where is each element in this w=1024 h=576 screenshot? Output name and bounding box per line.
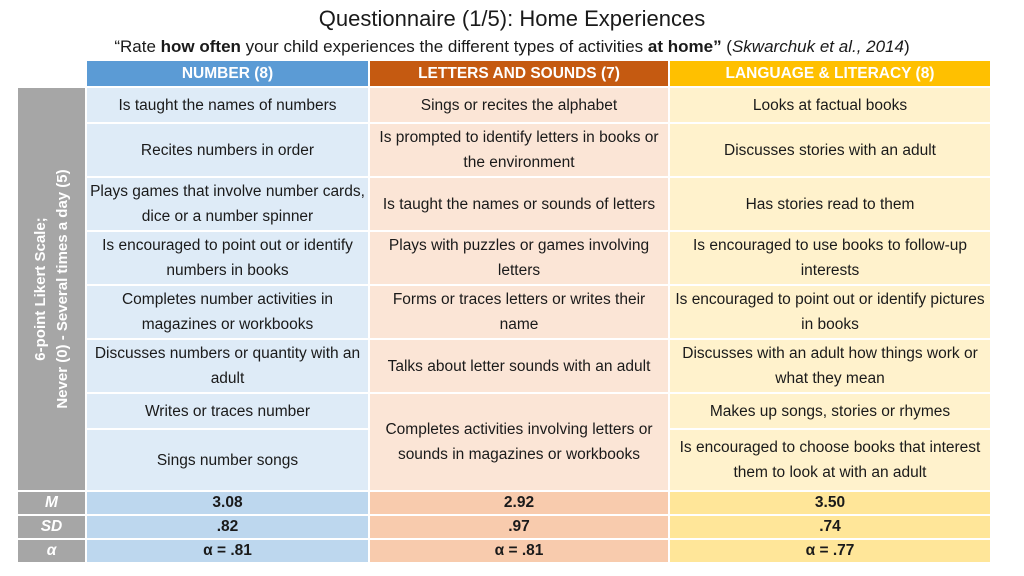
language-mean: 3.50 (669, 491, 991, 515)
language-item: Discusses stories with an adult (669, 123, 991, 177)
stat-row-sd (17, 515, 991, 539)
scale-label-line2: Never (0) - Several times a day (5) (53, 169, 71, 409)
questionnaire-table (16, 59, 992, 564)
number-item: Discusses numbers or quantity with an adult (86, 339, 369, 393)
mean-label: M (17, 491, 86, 515)
language-item: Has stories read to them (669, 177, 991, 231)
number-mean: 3.08 (86, 491, 369, 515)
table-row (17, 177, 991, 231)
letters-sd: .97 (369, 515, 669, 539)
header-letters: LETTERS AND SOUNDS (7) (369, 60, 669, 87)
alpha-label: α (17, 539, 86, 563)
header-number: NUMBER (8) (86, 60, 369, 87)
header-language: LANGUAGE & LITERACY (8) (669, 60, 991, 87)
table-row (17, 87, 991, 123)
scale-label (30, 169, 74, 408)
number-item: Recites numbers in order (86, 123, 369, 177)
subtitle-bold-often: how often (160, 37, 241, 56)
language-item: Is encouraged to point out or identify pictures in books (669, 285, 991, 339)
letters-item: Completes activities involving letters or sounds in magazines or workbooks (369, 393, 669, 491)
sd-label: SD (17, 515, 86, 539)
language-alpha: α = .77 (669, 539, 991, 563)
language-item: Discusses with an adult how things work or what they mean (669, 339, 991, 393)
language-sd: .74 (669, 515, 991, 539)
corner-cell (17, 60, 86, 87)
letters-item: Is prompted to identify letters in books or the environment (369, 123, 669, 177)
letters-item: Sings or recites the alphabet (369, 87, 669, 123)
subtitle-paren-close: ) (903, 37, 910, 56)
number-item: Sings number songs (86, 429, 369, 491)
number-item: Is encouraged to point out or identify numbers in books (86, 231, 369, 285)
language-item: Is encouraged to use books to follow-up interests (669, 231, 991, 285)
subtitle-mid: your child experiences the different types of activities (240, 37, 648, 56)
number-alpha: α = .81 (86, 539, 369, 563)
page-title: Questionnaire (1/5): Home Experiences (318, 6, 706, 31)
table-row (17, 231, 991, 285)
table-row (17, 393, 991, 429)
letters-alpha: α = .81 (369, 539, 669, 563)
number-item: Is taught the names of numbers (86, 87, 369, 123)
language-item: Makes up songs, stories or rhymes (669, 393, 991, 429)
stat-row-mean (17, 491, 991, 515)
table-row (17, 339, 991, 393)
subtitle-paren-open: ( (721, 37, 732, 56)
number-item: Completes number activities in magazines or workbooks (86, 285, 369, 339)
letters-item: Talks about letter sounds with an adult (369, 339, 669, 393)
subtitle-bold-home: at home” (647, 37, 722, 56)
subtitle-citation: Skwarchuk et al., 2014 (731, 37, 904, 56)
table-row (17, 123, 991, 177)
header-row (17, 60, 991, 87)
letters-item: Plays with puzzles or games involving letters (369, 231, 669, 285)
scale-label-cell (17, 87, 86, 491)
subtitle-open: “Rate (114, 37, 161, 56)
letters-item: Is taught the names or sounds of letters (369, 177, 669, 231)
number-sd: .82 (86, 515, 369, 539)
number-item: Writes or traces number (86, 393, 369, 429)
language-item: Looks at factual books (669, 87, 991, 123)
page-subtitle (0, 36, 1024, 58)
scale-label-line1: 6-point Likert Scale; (31, 217, 49, 361)
letters-item: Forms or traces letters or writes their name (369, 285, 669, 339)
stat-row-alpha (17, 539, 991, 563)
letters-mean: 2.92 (369, 491, 669, 515)
table-row (17, 285, 991, 339)
number-item: Plays games that involve number cards, dice or a number spinner (86, 177, 369, 231)
language-item: Is encouraged to choose books that interest them to look at with an adult (669, 429, 991, 491)
